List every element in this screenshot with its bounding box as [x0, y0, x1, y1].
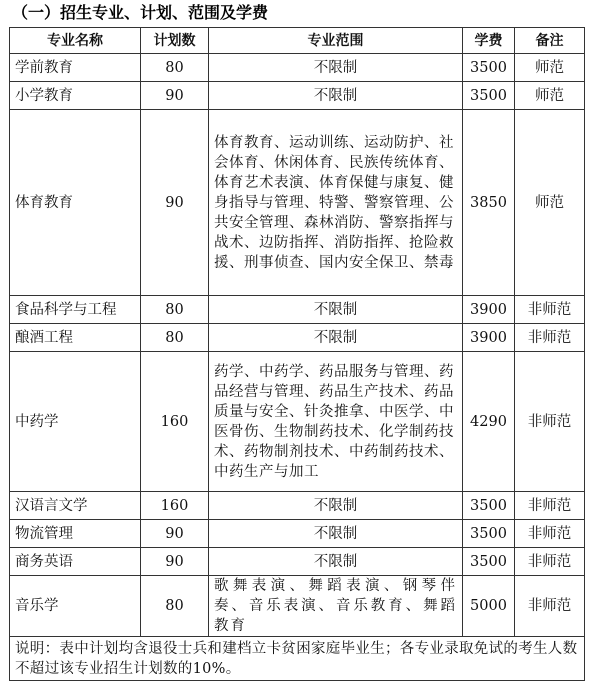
header-plan-count: 计划数	[141, 28, 209, 54]
plan-count: 90	[141, 82, 209, 110]
remark: 非师范	[515, 352, 585, 492]
table-row	[10, 548, 585, 576]
tuition: 5000	[463, 576, 515, 637]
note-row	[10, 637, 585, 681]
table-row	[10, 110, 585, 296]
tuition: 3900	[463, 324, 515, 352]
major-scope: 药学、中药学、药品服务与管理、药品经营与管理、药品生产技术、药品质量与安全、针灸推拿、中医学、中医骨伤、生物制药技术、化学制药技术、药物制剂技术、中药制药技术、中药生产与加工	[209, 352, 463, 492]
tuition: 3850	[463, 110, 515, 296]
table-row	[10, 82, 585, 110]
major-scope: 不限制	[209, 492, 463, 520]
major-name: 小学教育	[10, 82, 141, 110]
section-title: （一）招生专业、计划、范围及学费	[12, 3, 269, 22]
table-note: 说明：表中计划均含退役士兵和建档立卡贫困家庭毕业生；各专业录取免试的考生人数不超过该专业招生计划数的10%。	[10, 637, 585, 681]
major-name: 中药学	[10, 352, 141, 492]
table-row	[10, 492, 585, 520]
remark: 非师范	[515, 548, 585, 576]
plan-count: 90	[141, 520, 209, 548]
remark: 非师范	[515, 492, 585, 520]
table-row	[10, 576, 585, 637]
major-name: 汉语言文学	[10, 492, 141, 520]
header-remark: 备注	[515, 28, 585, 54]
major-scope: 歌舞表演、舞蹈表演、钢琴伴奏、音乐表演、音乐教育、舞蹈教育	[209, 576, 463, 637]
enrollment-plan-table	[9, 27, 585, 681]
major-name: 物流管理	[10, 520, 141, 548]
table-header-row	[10, 28, 585, 54]
table-row	[10, 352, 585, 492]
tuition: 3500	[463, 492, 515, 520]
plan-count: 80	[141, 576, 209, 637]
plan-count: 160	[141, 492, 209, 520]
major-name: 体育教育	[10, 110, 141, 296]
major-name: 商务英语	[10, 548, 141, 576]
major-scope: 不限制	[209, 296, 463, 324]
table-row	[10, 520, 585, 548]
plan-count: 80	[141, 324, 209, 352]
tuition: 3500	[463, 520, 515, 548]
table-row	[10, 324, 585, 352]
tuition: 3900	[463, 296, 515, 324]
remark: 师范	[515, 82, 585, 110]
major-name: 酿酒工程	[10, 324, 141, 352]
major-name: 学前教育	[10, 54, 141, 82]
major-scope: 不限制	[209, 520, 463, 548]
major-scope: 不限制	[209, 324, 463, 352]
plan-count: 90	[141, 110, 209, 296]
remark: 非师范	[515, 576, 585, 637]
major-name: 音乐学	[10, 576, 141, 637]
major-name: 食品科学与工程	[10, 296, 141, 324]
plan-count: 160	[141, 352, 209, 492]
tuition: 3500	[463, 82, 515, 110]
header-major-scope: 专业范围	[209, 28, 463, 54]
header-major-name: 专业名称	[10, 28, 141, 54]
major-scope: 体育教育、运动训练、运动防护、社会体育、休闲体育、民族传统体育、体育艺术表演、体育保健与康复、健身指导与管理、特警、警察管理、公共安全管理、森林消防、警察指挥与战术、边防指挥、消防指挥、抢险救援、刑事侦查、国内安全保卫、禁毒	[209, 110, 463, 296]
remark: 非师范	[515, 296, 585, 324]
remark: 非师范	[515, 520, 585, 548]
major-scope: 不限制	[209, 54, 463, 82]
header-tuition: 学费	[463, 28, 515, 54]
tuition: 3500	[463, 548, 515, 576]
remark: 非师范	[515, 324, 585, 352]
remark: 师范	[515, 54, 585, 82]
table-row	[10, 54, 585, 82]
table-row	[10, 296, 585, 324]
tuition: 4290	[463, 352, 515, 492]
plan-count: 80	[141, 54, 209, 82]
plan-count: 90	[141, 548, 209, 576]
plan-count: 80	[141, 296, 209, 324]
major-scope: 不限制	[209, 548, 463, 576]
major-scope: 不限制	[209, 82, 463, 110]
remark: 师范	[515, 110, 585, 296]
tuition: 3500	[463, 54, 515, 82]
